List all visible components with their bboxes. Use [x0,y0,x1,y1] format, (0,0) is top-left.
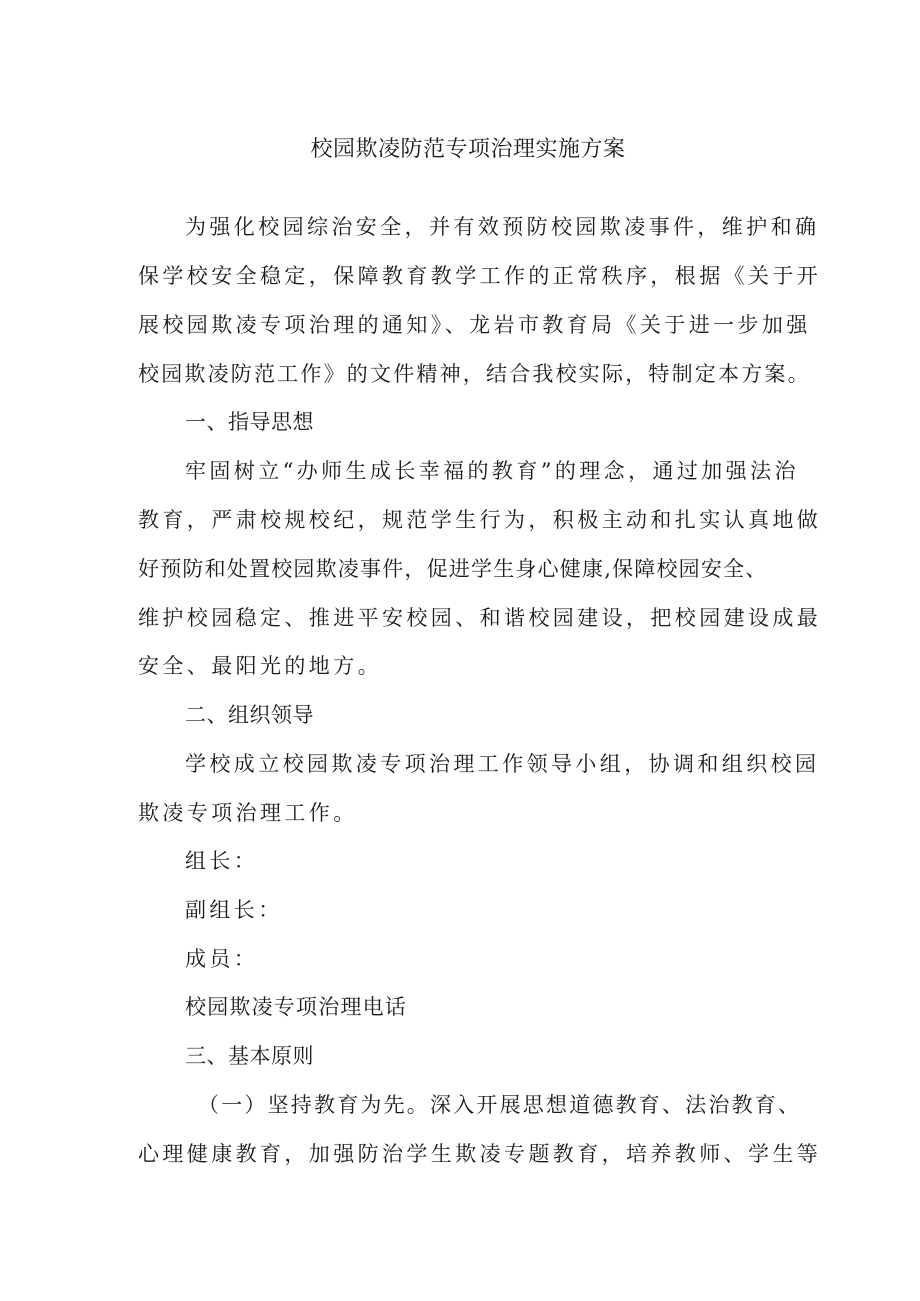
section1-line-2: 教育，严肃校规校纪，规范学生行为，积极主动和扎实认真地做 [138,508,822,532]
section-heading-organization: 二、组织领导 [185,703,314,727]
section3-line-1: （一）坚持教育为先。深入开展思想道德教育、法治教育、 [198,1093,802,1117]
section1-line-5: 安全、最阳光的地方。 [138,654,382,678]
deputy-leader-label: 副组长： [185,898,283,922]
section-heading-basic-principles: 三、基本原则 [185,1044,314,1068]
members-label: 成员： [185,947,259,971]
leader-label: 组长： [185,849,259,873]
section2-line-1: 学校成立校园欺凌专项治理工作领导小组，协调和组织校园 [185,752,820,776]
section1-line-4: 维护校园稳定、推进平安校园、和谐校园建设，把校园建设成最 [138,606,822,630]
intro-line-1: 为强化校园综治安全，并有效预防校园欺凌事件，维护和确 [185,215,820,239]
section1-line-3: 好预防和处置校园欺凌事件，促进学生身心健康,保障校园安全、 [138,557,768,581]
phone-label: 校园欺凌专项治理电话 [185,995,407,1019]
document-title: 校园欺凌防范专项治理实施方案 [310,137,626,162]
section2-line-2: 欺凌专项治理工作。 [138,801,358,825]
intro-line-4: 校园欺凌防范工作》的文件精神，结合我校实际，特制定本方案。 [138,362,811,386]
section1-line-1: 牢固树立“办师生成长幸福的教育”的理念，通过加强法治 [185,459,799,483]
section-heading-guiding-ideology: 一、指导思想 [185,410,314,434]
intro-line-3: 展校园欺凌专项治理的通知》、龙岩市教育局《关于进一步加强 [138,313,811,337]
section3-line-2: 心理健康教育，加强防治学生欺凌专题教育，培养教师、学生等 [138,1142,822,1166]
intro-line-2: 保学校安全稳定，保障教育教学工作的正常秩序，根据《关于开 [138,264,822,288]
